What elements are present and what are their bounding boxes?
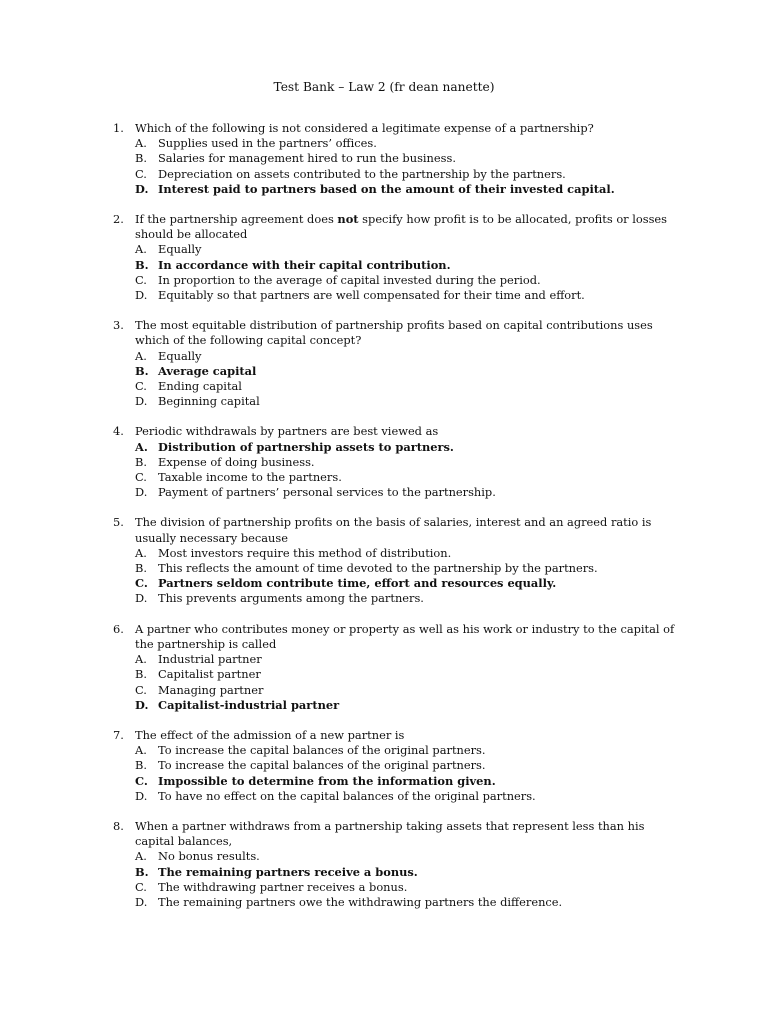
- option-letter: B.: [135, 363, 149, 378]
- option-text: Capitalist partner: [158, 667, 261, 682]
- option-letter: D.: [135, 591, 148, 606]
- answer-options: [135, 440, 683, 501]
- option-letter: D.: [135, 894, 148, 909]
- question-list: [113, 121, 683, 925]
- option-text: Distribution of partnership assets to partners.: [158, 439, 454, 454]
- option-text: Ending capital: [158, 379, 242, 394]
- option-letter: A.: [135, 849, 147, 864]
- answer-option: [135, 849, 683, 864]
- option-text: This reflects the amount of time devoted to the partnership by the partners.: [158, 561, 598, 576]
- question-stem-text: The division of partnership profits on the basis of salaries, interest and an agreed ratio is usually necessary because: [135, 515, 652, 545]
- question-item: [113, 318, 683, 409]
- option-letter: D.: [135, 788, 148, 803]
- answer-option: [135, 349, 683, 364]
- question-item: [113, 515, 683, 606]
- question-stem-text: Periodic withdrawals by partners are best viewed as: [135, 424, 439, 439]
- question-stem: [135, 819, 683, 849]
- option-letter: B.: [135, 561, 147, 576]
- question-stem: [135, 121, 683, 136]
- option-letter: A.: [135, 242, 147, 257]
- option-text: Average capital: [158, 363, 257, 378]
- question-body: [135, 212, 683, 303]
- option-text: Payment of partners’ personal services to the partnership.: [158, 485, 496, 500]
- answer-options: [135, 136, 683, 197]
- option-text: Taxable income to the partners.: [158, 470, 342, 485]
- option-text: Equally: [158, 242, 202, 257]
- option-letter: A.: [135, 743, 147, 758]
- answer-option: [135, 743, 683, 758]
- answer-option: [135, 394, 683, 409]
- option-text: Equally: [158, 348, 202, 363]
- question-body: [135, 318, 683, 409]
- option-text: The remaining partners receive a bonus.: [158, 864, 418, 879]
- option-text: To increase the capital balances of the original partners.: [158, 758, 486, 773]
- option-text: Capitalist-industrial partner: [158, 697, 340, 712]
- answer-option: [135, 546, 683, 561]
- answer-option-correct: [135, 774, 683, 789]
- option-letter: D.: [135, 485, 148, 500]
- option-text: Impossible to determine from the information given.: [158, 773, 496, 788]
- option-text: Depreciation on assets contributed to the partnership by the partners.: [158, 166, 566, 181]
- question-body: [135, 728, 683, 804]
- answer-option: [135, 455, 683, 470]
- question-stem: [135, 318, 683, 348]
- option-letter: C.: [135, 773, 148, 788]
- option-text: Supplies used in the partners’ offices.: [158, 136, 377, 151]
- option-letter: A.: [135, 439, 148, 454]
- question-number: 7.: [113, 727, 124, 742]
- question-item: [113, 424, 683, 500]
- question-body: [135, 121, 683, 197]
- question-stem: [135, 212, 683, 242]
- option-letter: A.: [135, 652, 147, 667]
- option-letter: B.: [135, 454, 147, 469]
- option-letter: B.: [135, 864, 149, 879]
- answer-options: [135, 349, 683, 410]
- question-item: [113, 212, 683, 303]
- option-text: Industrial partner: [158, 652, 262, 667]
- question-stem-text: Which of the following is not considered a legitimate expense of a partnership?: [135, 121, 594, 135]
- option-text: Beginning capital: [158, 394, 260, 409]
- option-letter: A.: [135, 545, 147, 560]
- option-text: To have no effect on the capital balances of the original partners.: [158, 788, 536, 803]
- question-body: [135, 424, 683, 500]
- option-letter: C.: [135, 272, 147, 287]
- question-number: 2.: [113, 212, 124, 227]
- question-body: [135, 622, 683, 713]
- answer-option: [135, 242, 683, 257]
- option-text: In proportion to the average of capital invested during the period.: [158, 272, 541, 287]
- option-text: Equitably so that partners are well compensated for their time and effort.: [158, 288, 585, 303]
- option-letter: B.: [135, 257, 149, 272]
- question-stem-emphasis: not: [337, 212, 359, 227]
- answer-option: [135, 470, 683, 485]
- answer-options: [135, 242, 683, 303]
- answer-options: [135, 546, 683, 607]
- answer-option: [135, 789, 683, 804]
- option-text: The remaining partners owe the withdrawing partners the difference.: [158, 894, 563, 909]
- answer-option: [135, 151, 683, 166]
- question-stem: [135, 728, 683, 743]
- question-item: [113, 622, 683, 713]
- option-letter: C.: [135, 166, 147, 181]
- option-letter: D.: [135, 181, 149, 196]
- option-letter: C.: [135, 879, 147, 894]
- option-letter: B.: [135, 151, 147, 166]
- answer-option-correct: [135, 440, 683, 455]
- answer-option: [135, 485, 683, 500]
- answer-option: [135, 136, 683, 151]
- option-text: This prevents arguments among the partners.: [158, 591, 424, 606]
- question-stem-text: If the partnership agreement does: [135, 212, 338, 227]
- option-letter: C.: [135, 682, 147, 697]
- question-number: 4.: [113, 424, 124, 439]
- question-stem-text: The effect of the admission of a new partner is: [135, 727, 405, 742]
- question-stem-text: A partner who contributes money or property as well as his work or industry to the capital of the partnership is called: [135, 621, 675, 651]
- option-letter: C.: [135, 576, 148, 591]
- answer-option: [135, 758, 683, 773]
- option-text: Partners seldom contribute time, effort and resources equally.: [158, 576, 557, 591]
- question-body: [135, 819, 683, 910]
- answer-option-correct: [135, 865, 683, 880]
- question-item: [113, 819, 683, 910]
- question-number: 6.: [113, 621, 124, 636]
- answer-option-correct: [135, 364, 683, 379]
- answer-option: [135, 683, 683, 698]
- question-stem: [135, 515, 683, 545]
- answer-option-correct: [135, 576, 683, 591]
- question-stem-text: The most equitable distribution of partnership profits based on capital contributions uses which of the following capital concept?: [135, 318, 653, 348]
- option-text: Managing partner: [158, 682, 264, 697]
- answer-option-correct: [135, 698, 683, 713]
- option-text: Most investors require this method of distribution.: [158, 545, 452, 560]
- answer-options: [135, 849, 683, 910]
- option-text: To increase the capital balances of the original partners.: [158, 743, 486, 758]
- answer-options: [135, 743, 683, 804]
- question-number: 1.: [113, 121, 124, 135]
- answer-option: [135, 652, 683, 667]
- answer-option: [135, 880, 683, 895]
- question-stem: [135, 424, 683, 439]
- option-letter: A.: [135, 348, 147, 363]
- option-letter: A.: [135, 136, 147, 151]
- answer-option: [135, 561, 683, 576]
- answer-option: [135, 895, 683, 910]
- option-text: No bonus results.: [158, 849, 260, 864]
- option-text: In accordance with their capital contribution.: [158, 257, 451, 272]
- question-item: [113, 121, 683, 197]
- answer-option: [135, 379, 683, 394]
- question-stem: [135, 622, 683, 652]
- option-text: Salaries for management hired to run the business.: [158, 151, 456, 166]
- answer-option-correct: [135, 258, 683, 273]
- answer-option: [135, 667, 683, 682]
- question-stem-text: specify how profit is to be allocated, profits or losses should be allocated: [135, 212, 668, 242]
- option-letter: D.: [135, 394, 148, 409]
- answer-options: [135, 652, 683, 713]
- question-item: [113, 728, 683, 804]
- option-text: Expense of doing business.: [158, 454, 315, 469]
- answer-option-correct: [135, 182, 683, 197]
- answer-option: [135, 273, 683, 288]
- option-letter: D.: [135, 697, 149, 712]
- answer-option: [135, 288, 683, 303]
- option-letter: B.: [135, 758, 147, 773]
- document-title: Test Bank – Law 2 (fr dean nanette): [273, 80, 495, 94]
- question-body: [135, 515, 683, 606]
- option-letter: C.: [135, 379, 147, 394]
- question-stem-text: When a partner withdraws from a partnership taking assets that represent less than his capital balances,: [135, 818, 645, 849]
- answer-option: [135, 591, 683, 606]
- question-number: 5.: [113, 515, 124, 530]
- option-letter: C.: [135, 470, 147, 485]
- option-letter: D.: [135, 288, 148, 303]
- question-number: 3.: [113, 318, 124, 333]
- option-text: The withdrawing partner receives a bonus.: [158, 879, 408, 894]
- answer-option: [135, 167, 683, 182]
- option-letter: B.: [135, 667, 147, 682]
- question-number: 8.: [113, 818, 124, 833]
- option-text: Interest paid to partners based on the amount of their invested capital.: [158, 181, 615, 196]
